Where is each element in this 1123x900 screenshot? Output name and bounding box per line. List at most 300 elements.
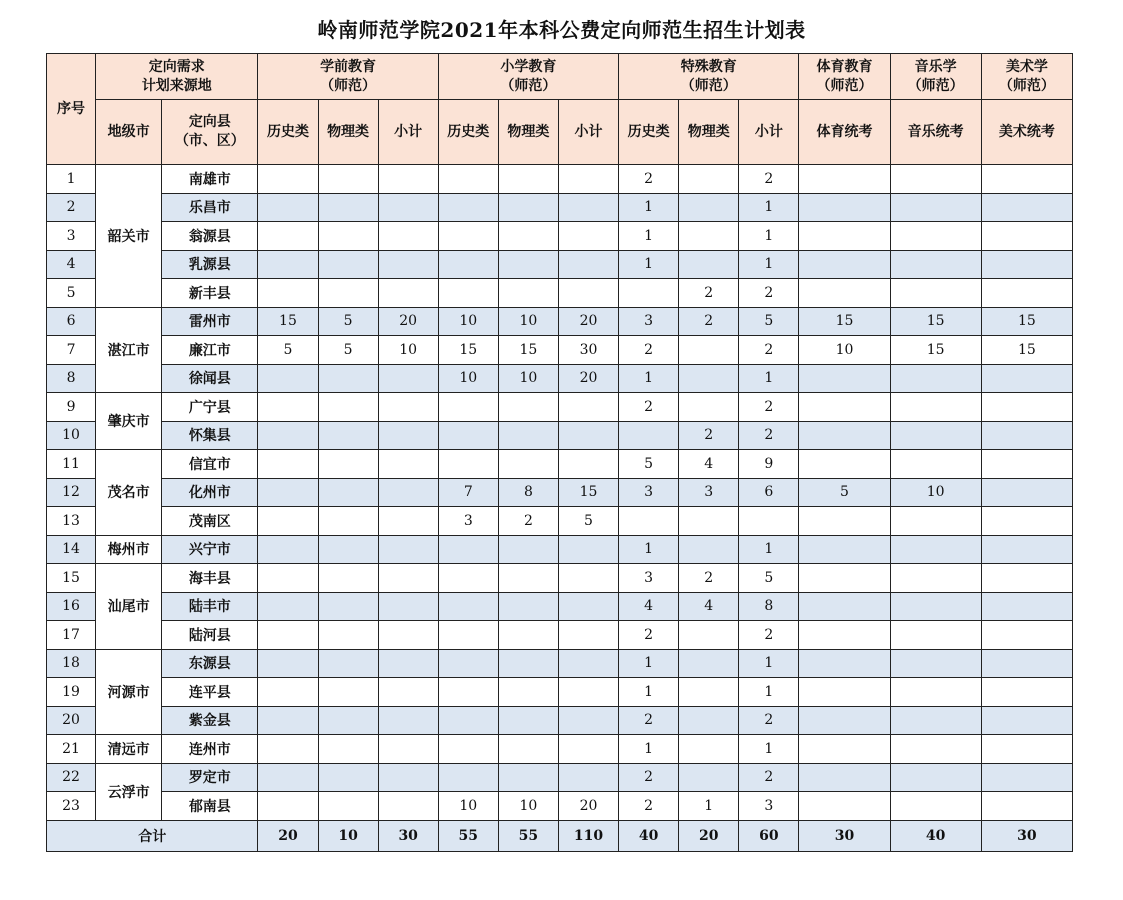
value-cell [258,592,318,621]
city-cell: 汕尾市 [96,564,162,650]
county-cell: 徐闻县 [162,364,258,393]
value-cell: 1 [619,535,679,564]
value-cell [679,507,739,536]
value-cell: 1 [739,193,799,222]
value-cell [981,649,1072,678]
value-cell: 5 [318,307,378,336]
row-number: 15 [47,564,96,593]
row-number: 9 [47,393,96,422]
value-cell [799,279,890,308]
value-cell: 10 [438,364,498,393]
value-cell [258,792,318,821]
value-cell [318,279,378,308]
total-cell: 30 [378,820,438,851]
value-cell [981,250,1072,279]
group-subtitle: （师范） [907,77,964,94]
value-cell [890,193,981,222]
value-cell [679,535,739,564]
value-cell: 5 [619,450,679,479]
value-cell [438,763,498,792]
row-number: 7 [47,336,96,365]
value-cell [318,535,378,564]
value-cell [498,706,558,735]
value-cell [438,393,498,422]
row-number: 21 [47,735,96,764]
value-cell [378,535,438,564]
subheader-cell: 体育统考 [799,100,890,165]
value-cell [438,279,498,308]
value-cell [981,193,1072,222]
value-cell [318,364,378,393]
value-cell: 8 [498,478,558,507]
header-row-subcolumns [47,100,1073,165]
header-group-art [981,54,1072,100]
value-cell [799,250,890,279]
row-number: 5 [47,279,96,308]
table-row [47,763,1073,792]
value-cell [318,706,378,735]
value-cell [890,535,981,564]
group-subtitle: （师范） [998,77,1055,94]
value-cell [438,735,498,764]
county-cell: 连平县 [162,678,258,707]
value-cell: 3 [739,792,799,821]
value-cell [890,222,981,251]
value-cell: 15 [558,478,618,507]
city-cell: 茂名市 [96,450,162,536]
value-cell: 4 [679,450,739,479]
value-cell [890,393,981,422]
row-number: 2 [47,193,96,222]
value-cell [890,792,981,821]
value-cell: 10 [438,792,498,821]
value-cell [258,678,318,707]
value-cell [981,393,1072,422]
county-cell: 海丰县 [162,564,258,593]
group-title: 音乐学 [914,58,957,75]
header-source-line1: 定向需求 [148,58,205,75]
value-cell: 2 [679,307,739,336]
value-cell [619,421,679,450]
value-cell: 3 [619,564,679,593]
value-cell [799,792,890,821]
value-cell [981,421,1072,450]
county-cell: 陆河县 [162,621,258,650]
value-cell [318,621,378,650]
value-cell: 5 [799,478,890,507]
value-cell [318,421,378,450]
table-row [47,165,1073,194]
value-cell [679,706,739,735]
county-cell: 翁源县 [162,222,258,251]
value-cell [799,507,890,536]
row-number: 16 [47,592,96,621]
value-cell [981,165,1072,194]
value-cell [558,279,618,308]
value-cell: 2 [619,621,679,650]
county-cell: 雷州市 [162,307,258,336]
value-cell [498,649,558,678]
value-cell [890,564,981,593]
value-cell: 10 [498,307,558,336]
county-cell: 信宜市 [162,450,258,479]
value-cell [498,735,558,764]
value-cell [981,763,1072,792]
subheader-cell: 小计 [378,100,438,165]
value-cell [258,478,318,507]
county-cell: 新丰县 [162,279,258,308]
value-cell: 2 [739,279,799,308]
group-title: 体育教育 [816,58,873,75]
total-row [47,820,1073,851]
subheader-cell: 小计 [739,100,799,165]
value-cell [378,792,438,821]
value-cell: 1 [739,364,799,393]
value-cell [558,421,618,450]
value-cell: 15 [258,307,318,336]
county-cell: 连州市 [162,735,258,764]
value-cell [318,649,378,678]
header-county [162,100,258,165]
value-cell [258,735,318,764]
value-cell: 5 [558,507,618,536]
value-cell [438,678,498,707]
header-county-line1: 定向县 [188,114,231,130]
row-number: 1 [47,165,96,194]
value-cell: 3 [438,507,498,536]
value-cell [558,535,618,564]
value-cell [890,507,981,536]
value-cell [890,706,981,735]
value-cell [799,706,890,735]
table-row [47,307,1073,336]
value-cell [258,193,318,222]
value-cell [438,649,498,678]
header-group-special [619,54,799,100]
table-row [47,393,1073,422]
value-cell: 20 [558,364,618,393]
total-cell: 60 [739,820,799,851]
value-cell [890,165,981,194]
row-number: 18 [47,649,96,678]
value-cell: 2 [679,279,739,308]
group-title: 学前教育 [320,58,377,75]
row-number: 12 [47,478,96,507]
value-cell [679,222,739,251]
value-cell [558,621,618,650]
total-cell: 30 [799,820,890,851]
value-cell [981,564,1072,593]
row-number: 10 [47,421,96,450]
value-cell: 2 [739,621,799,650]
subheader-cell: 音乐统考 [890,100,981,165]
subheader-cell: 物理类 [498,100,558,165]
city-cell: 湛江市 [96,307,162,393]
value-cell: 10 [498,792,558,821]
value-cell [679,336,739,365]
subheader-cell: 历史类 [258,100,318,165]
value-cell [799,535,890,564]
value-cell [498,763,558,792]
value-cell [258,564,318,593]
value-cell [378,564,438,593]
value-cell [318,450,378,479]
value-cell [438,706,498,735]
value-cell [739,507,799,536]
value-cell: 2 [739,706,799,735]
value-cell [558,250,618,279]
value-cell [799,393,890,422]
city-cell: 韶关市 [96,165,162,308]
value-cell [378,678,438,707]
value-cell [378,763,438,792]
value-cell [498,450,558,479]
table-row [47,564,1073,593]
value-cell: 10 [378,336,438,365]
value-cell [558,706,618,735]
value-cell: 15 [890,307,981,336]
value-cell [679,621,739,650]
value-cell: 15 [981,336,1072,365]
value-cell [258,165,318,194]
value-cell [981,706,1072,735]
row-number: 4 [47,250,96,279]
county-cell: 郁南县 [162,792,258,821]
value-cell [498,193,558,222]
table-row [47,735,1073,764]
value-cell [558,649,618,678]
row-number: 22 [47,763,96,792]
table-row [47,478,1073,507]
value-cell [378,735,438,764]
value-cell [890,421,981,450]
table-row [47,421,1073,450]
value-cell [679,193,739,222]
table-row [47,706,1073,735]
value-cell [438,535,498,564]
value-cell: 3 [619,478,679,507]
header-source-line2: 计划来源地 [141,77,212,94]
value-cell [258,649,318,678]
total-cell: 10 [318,820,378,851]
total-cell: 55 [438,820,498,851]
value-cell [679,250,739,279]
value-cell [378,706,438,735]
table-row [47,336,1073,365]
table-row [47,621,1073,650]
header-group-music [890,54,981,100]
county-cell: 怀集县 [162,421,258,450]
value-cell: 20 [378,307,438,336]
value-cell [438,250,498,279]
value-cell: 2 [619,336,679,365]
value-cell [679,364,739,393]
value-cell [799,165,890,194]
value-cell [378,279,438,308]
value-cell [318,507,378,536]
value-cell [558,165,618,194]
value-cell [799,421,890,450]
city-cell: 肇庆市 [96,393,162,450]
value-cell [498,222,558,251]
table-row [47,507,1073,536]
county-cell: 罗定市 [162,763,258,792]
value-cell: 8 [739,592,799,621]
value-cell: 2 [619,763,679,792]
value-cell [378,649,438,678]
header-group-primary [438,54,618,100]
subheader-cell: 物理类 [679,100,739,165]
value-cell [799,564,890,593]
total-cell: 40 [890,820,981,851]
value-cell: 2 [739,393,799,422]
value-cell [981,450,1072,479]
value-cell [258,393,318,422]
value-cell: 1 [619,193,679,222]
value-cell [258,507,318,536]
value-cell: 20 [558,307,618,336]
value-cell: 4 [619,592,679,621]
value-cell [799,222,890,251]
value-cell: 2 [739,165,799,194]
header-group-pe [799,54,890,100]
header-city: 地级市 [96,100,162,165]
value-cell [558,564,618,593]
value-cell [558,222,618,251]
value-cell: 1 [619,649,679,678]
value-cell [890,279,981,308]
value-cell: 2 [739,763,799,792]
value-cell [378,450,438,479]
value-cell [558,763,618,792]
county-cell: 乐昌市 [162,193,258,222]
value-cell [378,621,438,650]
county-cell: 乳源县 [162,250,258,279]
value-cell: 1 [739,735,799,764]
value-cell [318,735,378,764]
value-cell [981,621,1072,650]
group-title: 特殊教育 [680,58,737,75]
city-cell: 清远市 [96,735,162,764]
value-cell [679,649,739,678]
value-cell [981,222,1072,251]
value-cell [378,222,438,251]
value-cell: 5 [318,336,378,365]
value-cell [318,478,378,507]
table-row [47,279,1073,308]
value-cell: 1 [739,250,799,279]
value-cell: 2 [679,564,739,593]
value-cell [318,564,378,593]
value-cell [981,592,1072,621]
value-cell [890,763,981,792]
county-cell: 东源县 [162,649,258,678]
group-subtitle: （师范） [320,77,377,94]
county-cell: 广宁县 [162,393,258,422]
value-cell [619,507,679,536]
table-row [47,450,1073,479]
value-cell [378,364,438,393]
group-subtitle: （师范） [500,77,557,94]
value-cell: 1 [679,792,739,821]
value-cell: 5 [739,307,799,336]
value-cell: 2 [739,421,799,450]
value-cell: 2 [619,165,679,194]
value-cell [498,592,558,621]
value-cell [981,364,1072,393]
row-number: 6 [47,307,96,336]
value-cell [799,193,890,222]
city-cell: 河源市 [96,649,162,735]
value-cell [498,621,558,650]
value-cell [378,478,438,507]
value-cell [799,592,890,621]
value-cell: 15 [890,336,981,365]
value-cell [378,592,438,621]
value-cell [890,592,981,621]
value-cell [498,165,558,194]
value-cell [438,222,498,251]
header-county-line2: （市、区） [174,133,245,149]
table-row [47,678,1073,707]
value-cell [318,165,378,194]
value-cell: 7 [438,478,498,507]
value-cell [981,478,1072,507]
value-cell: 5 [739,564,799,593]
total-cell: 40 [619,820,679,851]
value-cell [890,621,981,650]
value-cell [258,222,318,251]
value-cell [258,364,318,393]
value-cell: 15 [498,336,558,365]
group-title: 美术学 [1005,58,1048,75]
value-cell [679,735,739,764]
value-cell [981,678,1072,707]
row-number: 3 [47,222,96,251]
enrollment-plan-table [46,53,1073,852]
value-cell [318,763,378,792]
value-cell: 15 [981,307,1072,336]
value-cell [981,792,1072,821]
value-cell: 10 [890,478,981,507]
total-cell: 55 [498,820,558,851]
value-cell: 15 [438,336,498,365]
county-cell: 廉江市 [162,336,258,365]
value-cell [318,250,378,279]
value-cell: 2 [739,336,799,365]
value-cell [799,621,890,650]
row-number: 13 [47,507,96,536]
value-cell [799,735,890,764]
county-cell: 化州市 [162,478,258,507]
header-source [96,54,258,100]
value-cell [258,450,318,479]
table-body [47,165,1073,821]
value-cell: 1 [739,678,799,707]
value-cell [318,393,378,422]
value-cell [378,393,438,422]
value-cell [890,735,981,764]
value-cell [378,250,438,279]
value-cell [258,279,318,308]
value-cell: 2 [619,792,679,821]
table-row [47,649,1073,678]
value-cell: 1 [739,535,799,564]
value-cell [438,564,498,593]
value-cell: 1 [619,678,679,707]
value-cell: 1 [739,649,799,678]
county-cell: 南雄市 [162,165,258,194]
